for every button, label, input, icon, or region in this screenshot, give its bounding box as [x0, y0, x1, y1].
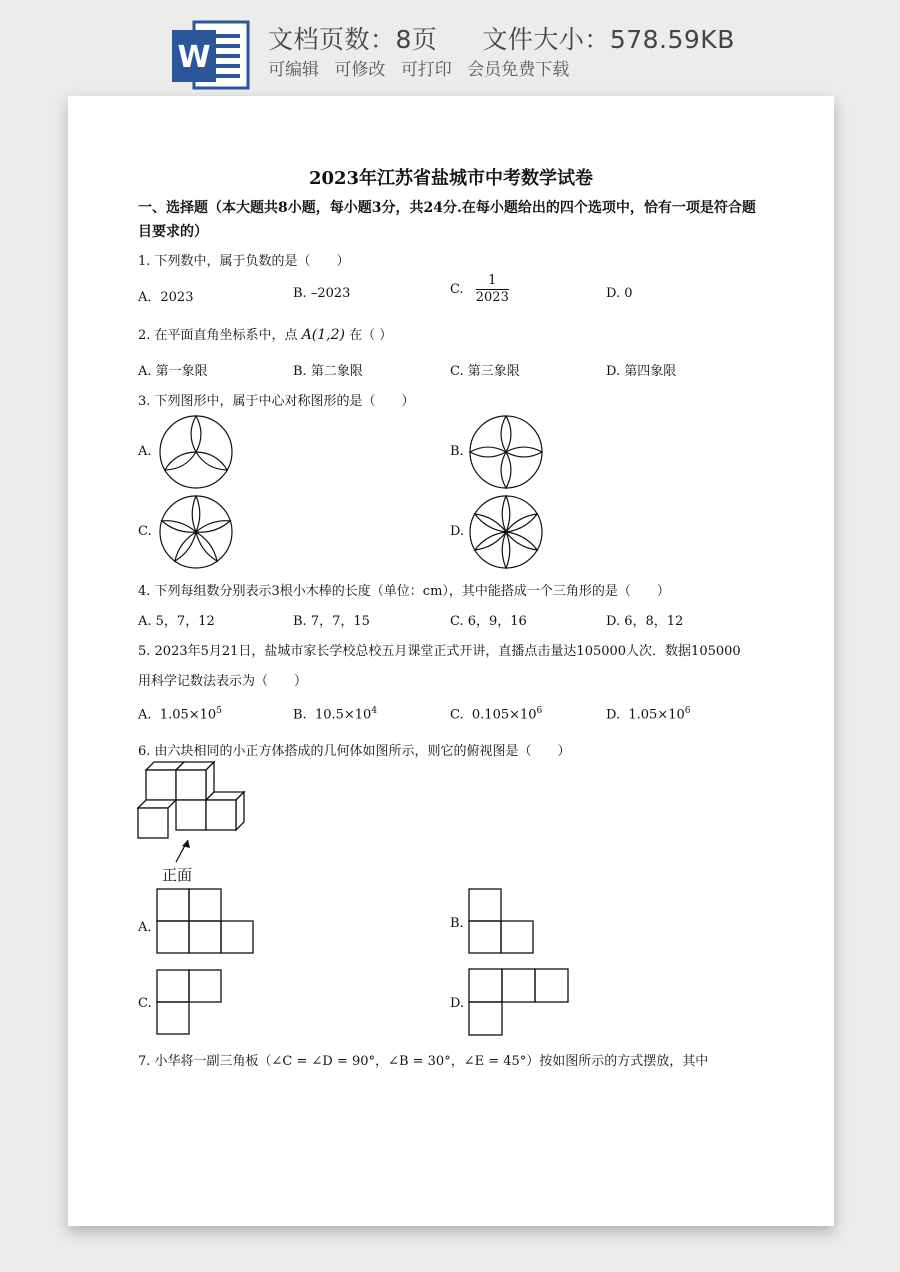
q5-option-a-exponent: 5	[216, 706, 222, 716]
arrow-icon	[182, 840, 190, 848]
question-2	[138, 324, 392, 343]
q6-option-c: C.	[138, 996, 152, 1011]
word-icon-letter: W	[177, 40, 211, 75]
q6-option-a: A．	[138, 920, 161, 935]
q5-option-d	[606, 706, 690, 722]
fraction	[476, 273, 509, 306]
feature-editable: 可编辑	[268, 60, 319, 80]
q5-option-c-value: 0.105×10	[471, 707, 537, 723]
question-3: 3. 下列图形中，属于中心对称图形的是（ ）	[138, 394, 415, 409]
file-info	[268, 20, 735, 56]
q4-option-a: A. 5，7，12	[138, 614, 215, 629]
petal	[506, 532, 537, 550]
q5-option-d-label: D.	[606, 707, 621, 723]
page-title: 2023年江苏省盐城市中考数学试卷	[308, 168, 594, 189]
petal	[470, 447, 506, 457]
q5-option-a	[138, 706, 222, 722]
question-6: 6. 由六块相同的小正方体搭成的几何体如图所示，则它的俯视图是（ ）	[138, 744, 571, 759]
question-5-line-2: 用科学记数法表示为（ ）	[138, 674, 308, 689]
top-view-option-a	[156, 888, 256, 956]
q5-option-c	[450, 706, 542, 722]
page-count: 文档页数：8页	[268, 25, 438, 54]
q5-option-b	[293, 706, 377, 722]
q1-option-c-label: C.	[450, 282, 464, 297]
six-petal-flower-figure	[468, 494, 544, 570]
q4-option-b: B. 7，7，15	[293, 614, 370, 629]
question-1: 1. 下列数中，属于负数的是（ ）	[138, 254, 350, 269]
q2-stem-post: 在（ ）	[349, 328, 393, 343]
petal	[192, 496, 200, 532]
top-view-option-c	[156, 969, 226, 1037]
q4-option-c: C. 6，9，16	[450, 614, 527, 629]
q2-option-a: A. 第一象限	[138, 364, 208, 379]
petal	[502, 496, 510, 532]
petal	[506, 514, 537, 532]
four-petal-flower-figure	[468, 414, 544, 490]
q5-option-a-label: A.	[138, 707, 152, 723]
feature-free-download[interactable]: 会员免费下载	[467, 60, 570, 80]
q1-option-c	[450, 273, 509, 306]
q3-option-a: A.	[138, 444, 152, 459]
q1-option-a: A．2023	[138, 290, 194, 305]
q2-stem-pre: 2. 在平面直角坐标系中，点	[138, 328, 298, 343]
feature-printable: 可打印	[400, 60, 452, 80]
word-document-icon	[172, 20, 252, 92]
q3-option-c: C.	[138, 524, 152, 539]
top-view-option-d	[468, 968, 572, 1036]
q5-option-b-value: 10.5×10	[314, 707, 372, 723]
front-label: 正面	[162, 866, 193, 884]
section-heading: 一、选择题（本大题共8小题，每小题3分，共24分.在每小题给出的四个选项中，恰有一项是符合题目要求的）	[138, 200, 756, 240]
q1-option-b: B. –2023	[293, 286, 351, 301]
q2-option-c: C. 第三象限	[450, 364, 520, 379]
petal	[196, 521, 230, 532]
q5-option-b-label: B.	[293, 707, 307, 723]
q1-option-d: D. 0	[606, 286, 633, 301]
q5-option-c-label: C.	[450, 707, 464, 723]
q3-option-d: D.	[450, 524, 465, 539]
question-5-line-1: 5. 2023年5月21日，盐城市家长学校总校五月课堂正式开讲，直播点击量达105000人次．数据105000	[138, 644, 741, 659]
q4-option-d: D. 6，8，12	[606, 614, 684, 629]
petal	[175, 532, 196, 561]
q6-option-d: D.	[450, 996, 465, 1011]
denominator: 2023	[475, 290, 509, 305]
numerator: 1	[476, 273, 509, 290]
q5-option-b-exponent: 4	[371, 706, 378, 716]
q2-option-b: B. 第二象限	[293, 364, 363, 379]
petal	[475, 514, 506, 532]
feature-modifiable: 可修改	[334, 60, 386, 80]
petal	[196, 452, 227, 470]
question-4: 4. 下列每组数分别表示3根小木棒的长度（单位：cm），其中能搭成一个三角形的是（ ）	[138, 584, 670, 599]
petal	[502, 532, 510, 568]
q3-option-b: B.	[450, 444, 464, 459]
petal	[506, 447, 542, 457]
cube-stack-figure	[136, 760, 252, 884]
q5-option-a-value: 1.05×10	[159, 707, 217, 723]
document-page	[68, 96, 834, 1226]
petal	[196, 532, 217, 561]
q5-option-d-value: 1.05×10	[628, 707, 685, 723]
three-petal-flower-figure	[158, 414, 234, 490]
petal	[501, 416, 511, 452]
file-size: 文件大小：578.59KB	[482, 25, 735, 54]
feature-list	[268, 55, 579, 80]
q5-option-d-exponent: 6	[684, 706, 691, 716]
five-petal-flower-figure	[158, 494, 234, 570]
download-banner	[0, 0, 900, 95]
top-view-option-b	[468, 888, 538, 956]
q2-option-d: D. 第四象限	[606, 364, 677, 379]
petal	[165, 452, 196, 470]
question-7: 7. 小华将一副三角板（∠C = ∠D = 90°，∠B = 30°，∠E = 45°）按如图所示的方式摆放，其中	[138, 1054, 709, 1069]
petal	[501, 452, 511, 488]
petal	[191, 416, 201, 452]
point-a: A(1,2)	[301, 327, 345, 343]
petal	[162, 521, 196, 532]
petal	[475, 532, 506, 550]
q6-option-b: B.	[450, 916, 464, 931]
q5-option-c-exponent: 6	[536, 706, 543, 716]
